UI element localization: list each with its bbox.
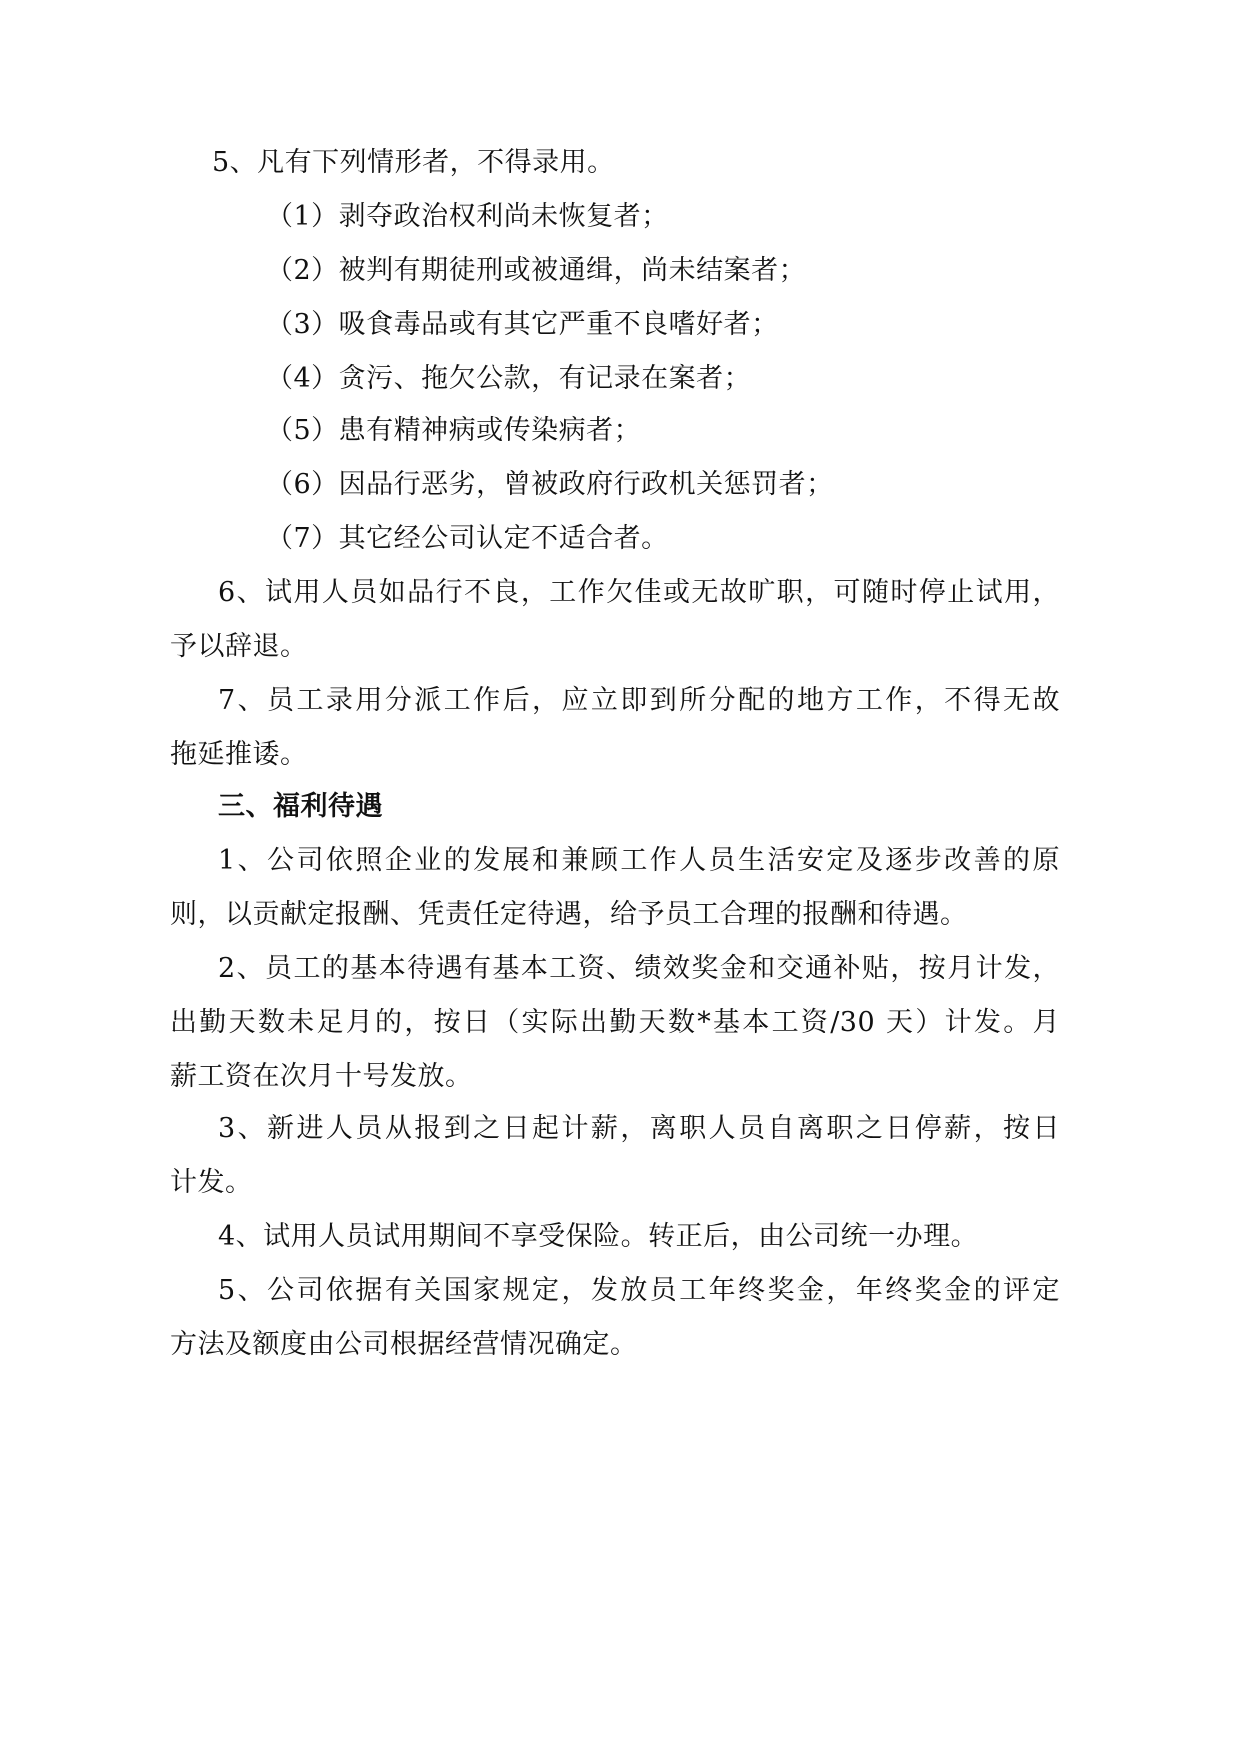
section-3-heading: 三、福利待遇 xyxy=(218,791,383,822)
welfare-2-line-2: 出勤天数未足月的，按日（实际出勤天数*基本工资/30 天）计发。月 xyxy=(170,1007,1060,1038)
item-5-sub-4: （4）贪污、拖欠公款，有记录在案者； xyxy=(266,363,752,394)
item-5-sub-1: （1）剥夺政治权利尚未恢复者； xyxy=(266,201,669,232)
welfare-1-line-2: 则，以贡献定报酬、凭责任定待遇，给予员工合理的报酬和待遇。 xyxy=(170,899,968,930)
item-6-line-1: 6、试用人员如品行不良，工作欠佳或无故旷职，可随时停止试用， xyxy=(218,577,1060,608)
welfare-1-line-1: 1、公司依照企业的发展和兼顾工作人员生活安定及逐步改善的原 xyxy=(218,845,1060,876)
item-5-sub-5: （5）患有精神病或传染病者； xyxy=(266,415,642,446)
welfare-3-line-2: 计发。 xyxy=(170,1167,253,1198)
item-5-sub-7: （7）其它经公司认定不适合者。 xyxy=(266,523,669,554)
welfare-2-line-1: 2、员工的基本待遇有基本工资、绩效奖金和交通补贴，按月计发， xyxy=(218,953,1060,984)
item-5-sub-6: （6）因品行恶劣，曾被政府行政机关惩罚者； xyxy=(266,469,834,500)
welfare-3-line-1: 3、新进人员从报到之日起计薪，离职人员自离职之日停薪，按日 xyxy=(218,1113,1060,1144)
welfare-2-line-3: 薪工资在次月十号发放。 xyxy=(170,1061,473,1092)
item-7-line-2: 拖延推诿。 xyxy=(170,739,308,770)
item-6-line-2: 予以辞退。 xyxy=(170,631,308,662)
item-5-title: 5、凡有下列情形者，不得录用。 xyxy=(212,147,615,178)
welfare-5-line-1: 5、公司依据有关国家规定，发放员工年终奖金，年终奖金的评定 xyxy=(218,1275,1060,1306)
welfare-4: 4、试用人员试用期间不享受保险。转正后，由公司统一办理。 xyxy=(218,1221,979,1252)
welfare-5-line-2: 方法及额度由公司根据经营情况确定。 xyxy=(170,1329,638,1360)
item-5-sub-2: （2）被判有期徒刑或被通缉，尚未结案者； xyxy=(266,255,807,286)
item-5-sub-3: （3）吸食毒品或有其它严重不良嗜好者； xyxy=(266,309,779,340)
item-7-line-1: 7、员工录用分派工作后，应立即到所分配的地方工作，不得无故 xyxy=(218,685,1060,716)
